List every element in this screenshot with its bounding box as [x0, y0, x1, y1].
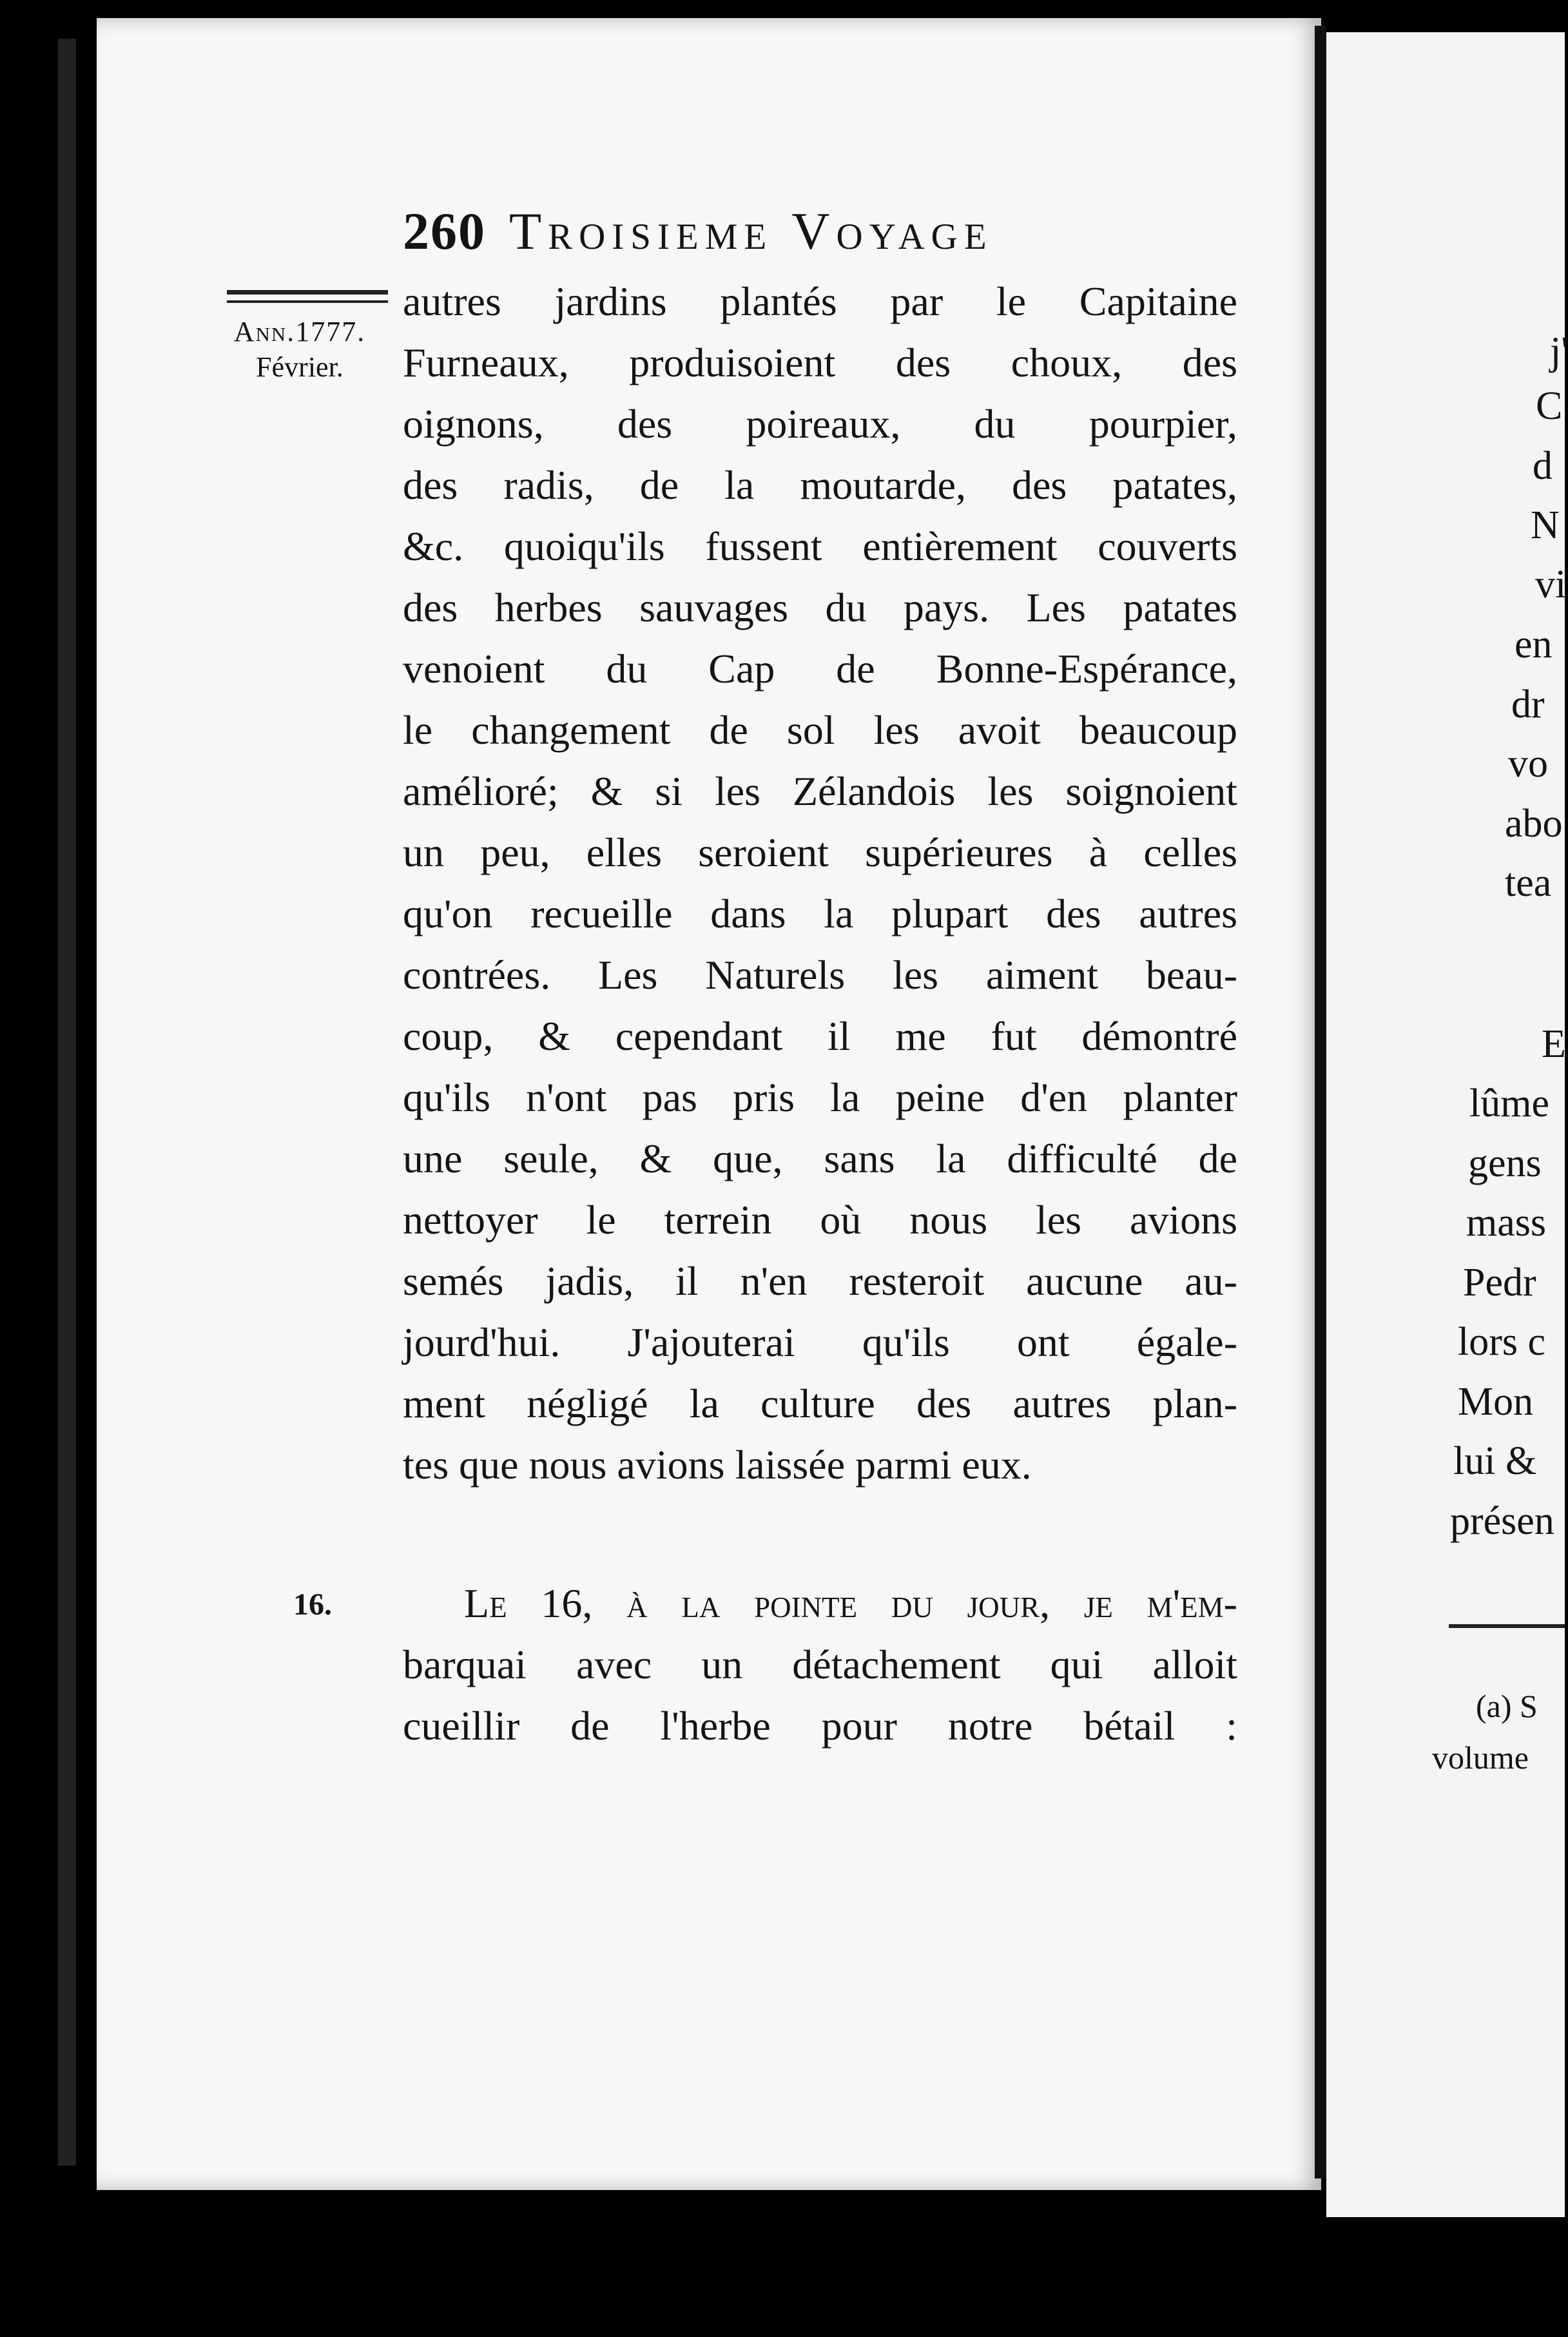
text-line: des herbes sauvages du pays. Les patates: [403, 585, 1237, 630]
text-line: ment négligé la culture des autres plan-: [403, 1381, 1237, 1426]
text-line: venoient du Cap de Bonne-Espérance,: [403, 646, 1237, 692]
text-line: barquai avec un détachement qui alloit: [403, 1642, 1237, 1687]
right-page-line: dr: [1511, 683, 1545, 726]
text-line: Le 16, à la pointe du jour, je m'em-: [464, 1580, 1237, 1626]
right-page-line: E: [1542, 1022, 1566, 1066]
margin-rule-top: [227, 290, 388, 295]
text-line: autres jardins plantés par le Capitaine: [403, 278, 1237, 324]
text-line: jourd'hui. J'ajouterai qu'ils ont égale-: [403, 1319, 1237, 1365]
text-line: un peu, elles seroient supérieures à celles: [403, 829, 1237, 875]
right-page-line: présen: [1450, 1499, 1554, 1543]
right-page-line: Mon: [1458, 1380, 1534, 1424]
running-header: [403, 202, 1241, 260]
text-line: &c. quoiqu'ils fussent entièrement couverts: [403, 523, 1237, 569]
paragraph-1: [403, 271, 1237, 1495]
footnote-rule: [1449, 1624, 1565, 1628]
right-page-line: abo: [1505, 802, 1563, 846]
page-gutter: [1315, 26, 1326, 2178]
margin-day: 16.: [293, 1587, 332, 1622]
margin-rule-bottom: [227, 300, 388, 303]
text-line: amélioré; & si les Zélandois les soignoient: [403, 768, 1237, 814]
right-page-line: en: [1515, 623, 1553, 666]
footnote-line: volume: [1432, 1740, 1529, 1776]
right-page-line: gens: [1468, 1141, 1542, 1185]
right-page-line: Pedr: [1463, 1261, 1536, 1304]
text-line: contrées. Les Naturels les aiment beau-: [403, 952, 1237, 998]
text-line: qu'ils n'ont pas pris la peine d'en planter: [403, 1074, 1237, 1120]
margin-month: Février.: [256, 351, 344, 383]
right-page-line: j': [1550, 329, 1568, 373]
text-line: semés jadis, il n'en resteroit aucune au-: [403, 1258, 1237, 1304]
right-page-line: lui &: [1453, 1439, 1537, 1483]
text-line: le changement de sol les avoit beaucoup: [403, 707, 1237, 753]
right-page-line: tea: [1505, 861, 1552, 905]
right-page-line: lûme: [1469, 1081, 1549, 1125]
right-page-line: mass: [1466, 1201, 1546, 1245]
text-line: cueillir de l'herbe pour notre bétail :: [403, 1703, 1237, 1749]
right-page-line: vo: [1508, 742, 1548, 786]
page-number: 260: [403, 202, 486, 260]
text-line: une seule, & que, sans la difficulté de: [403, 1136, 1237, 1181]
margin-year: Ann.1777.: [233, 316, 366, 347]
right-page-line: C: [1536, 384, 1563, 428]
right-page-line: lors c: [1458, 1320, 1546, 1364]
footnote-line: (a) S: [1476, 1688, 1538, 1724]
running-title: Troisieme Voyage: [509, 202, 993, 260]
right-page-line: vi: [1535, 563, 1567, 606]
right-page-line: d: [1533, 444, 1553, 488]
text-line: oignons, des poireaux, du pourpier,: [403, 401, 1237, 447]
text-line: coup, & cependant il me fut démontré: [403, 1013, 1237, 1059]
text-line: nettoyer le terrein où nous les avions: [403, 1197, 1237, 1243]
text-line: tes que nous avions laissée parmi eux.: [403, 1442, 1032, 1488]
right-page-line: N: [1531, 503, 1560, 547]
text-line: Furneaux, produisoient des choux, des: [403, 340, 1237, 385]
paragraph-2: [403, 1573, 1237, 1756]
binding-edge: [58, 39, 76, 2166]
text-line: des radis, de la moutarde, des patates,: [403, 462, 1237, 508]
text-line: qu'on recueille dans la plupart des autres: [403, 891, 1237, 936]
